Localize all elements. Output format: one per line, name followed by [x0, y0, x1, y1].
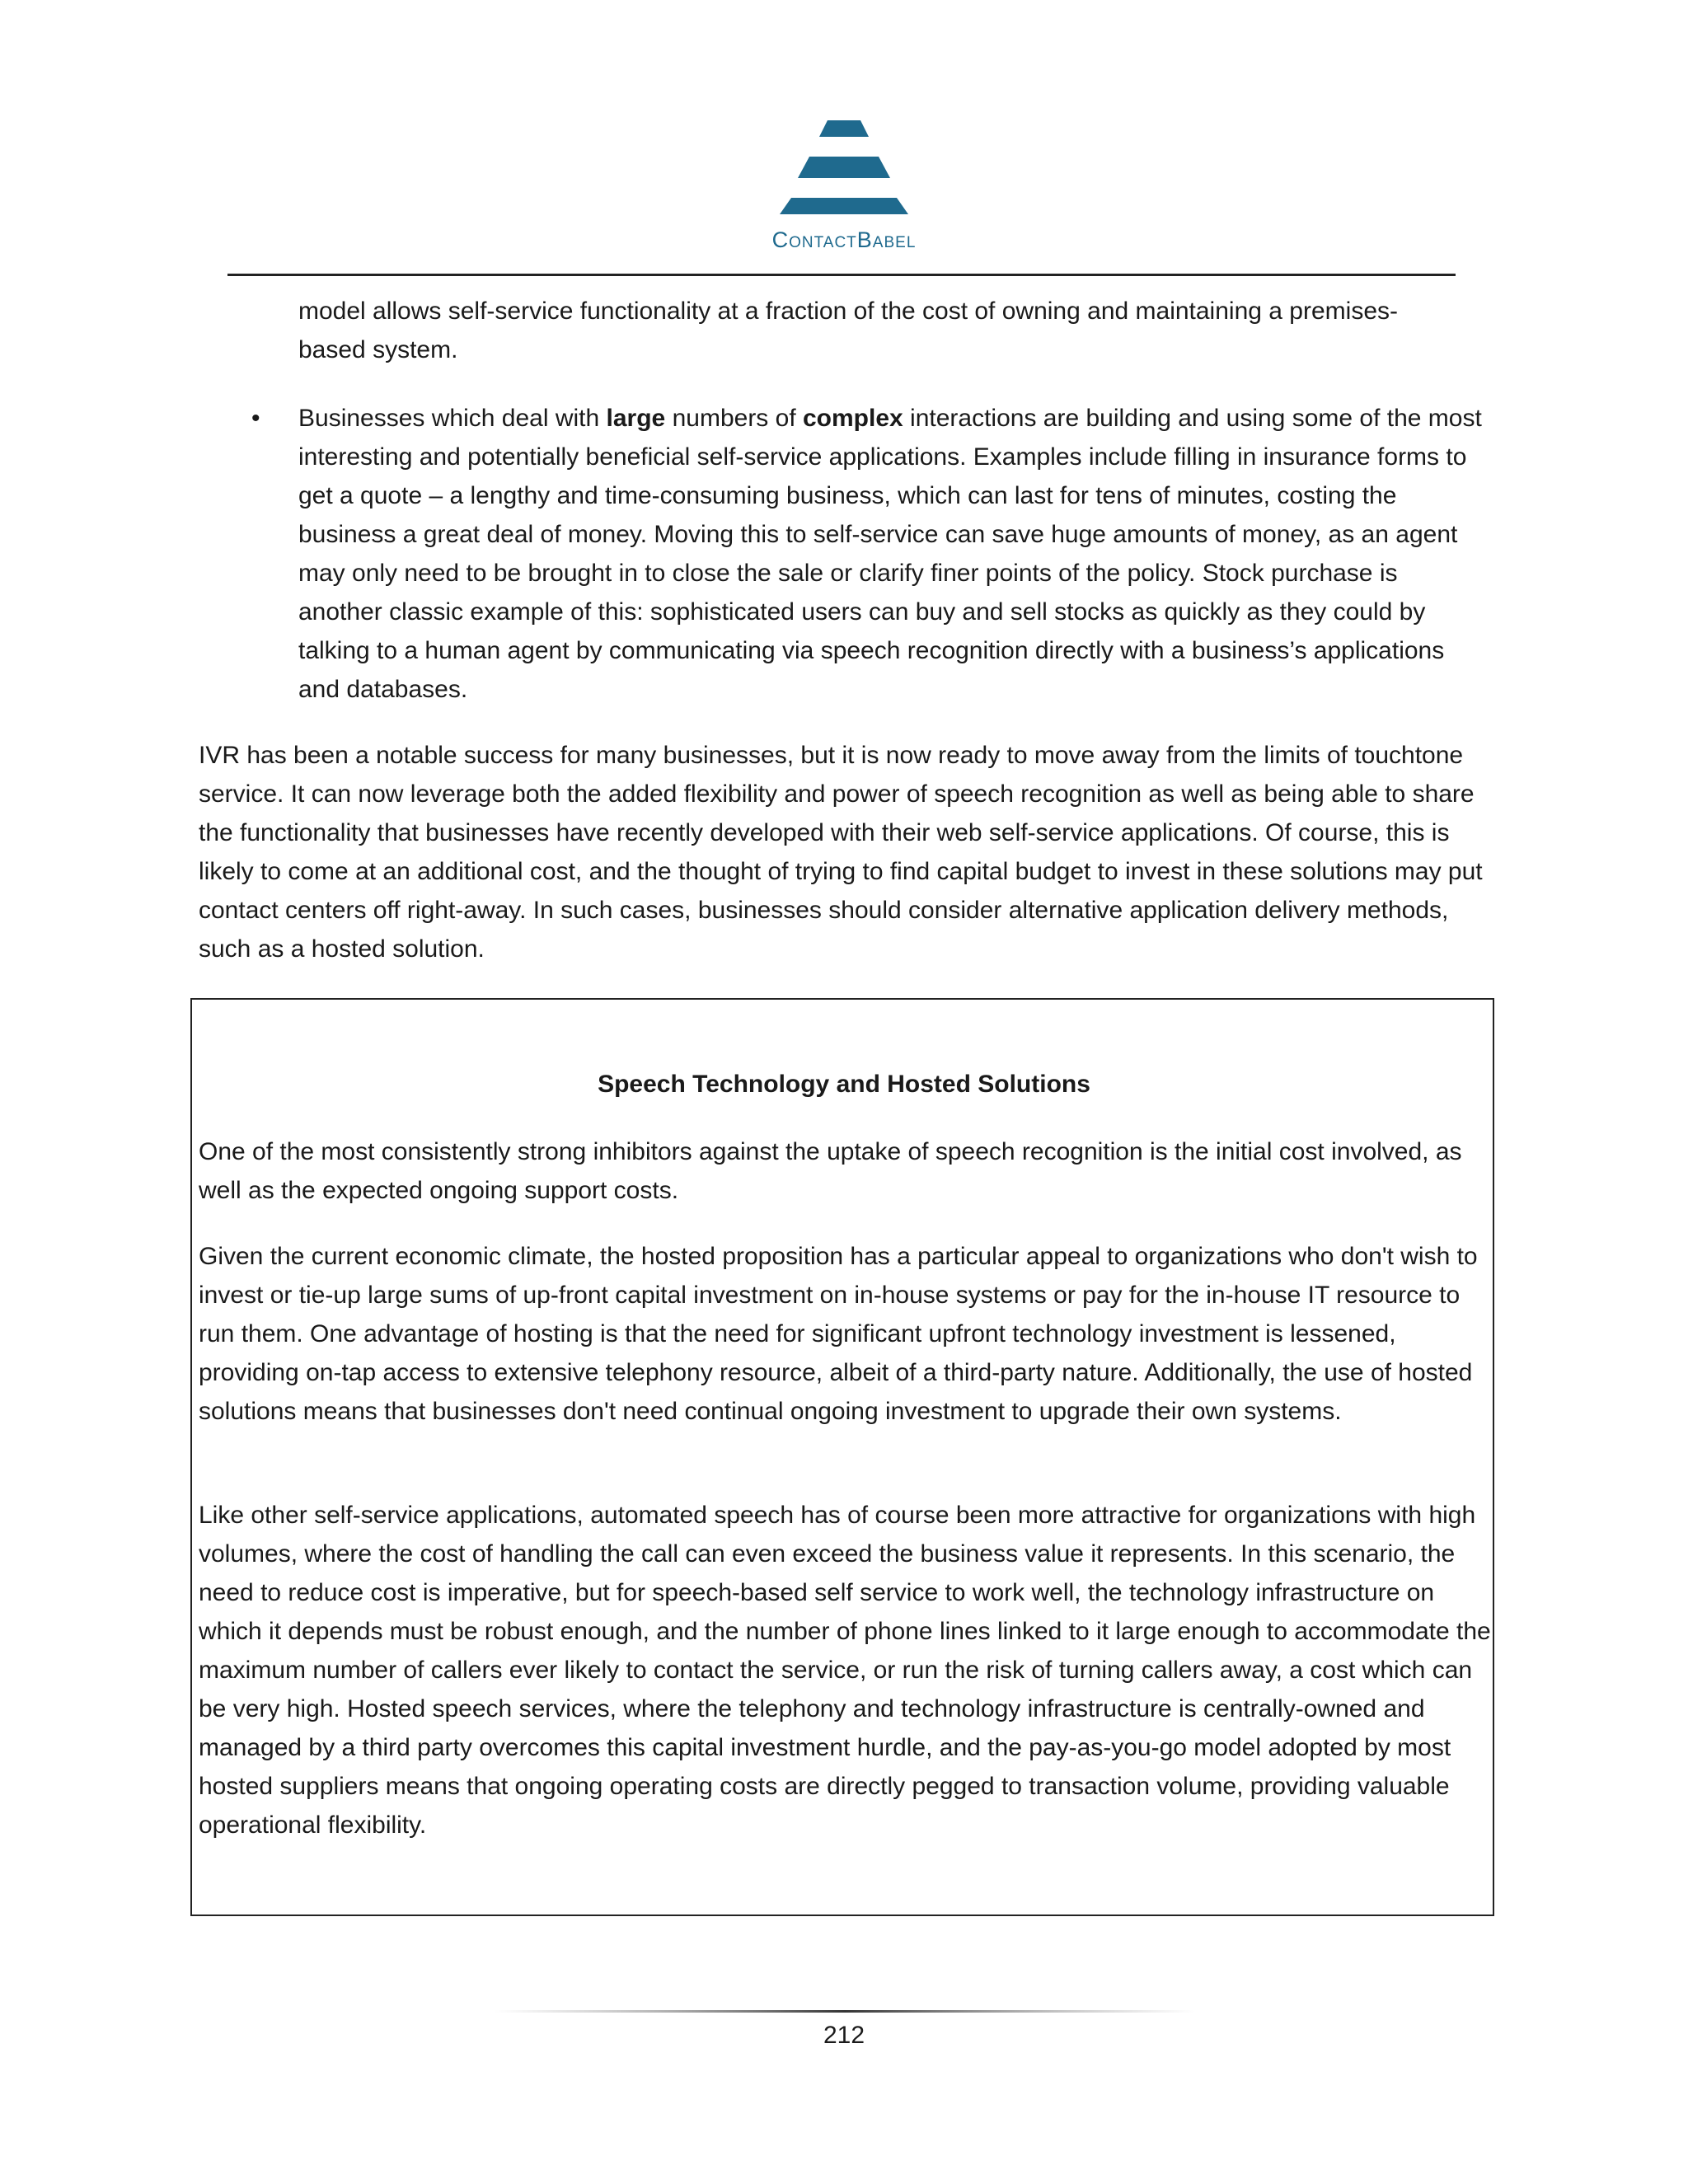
continued-paragraph: model allows self-service functionality at a fraction of the cost of owning and maintaining a premises-based system.: [298, 298, 1398, 363]
logo-text: ContactBabel: [771, 227, 917, 252]
footer-divider: [495, 2009, 1195, 2014]
bullet-text: Businesses which deal with large numbers of complex interactions are building and using some of the most interesting and potentially beneficial self-service applications. Examples include filling in insurance forms to get a quote – a lengthy and time-consuming business, which can last for tens of minutes, costing the business a great deal of money. Moving this to self-service can save huge amounts of money, as an agent may only need to be brought in to close the sale or clarify finer points of the policy. Stock purchase is another classic example of this: sophisticated users can buy and sell stocks as quickly as they could by talking to a human agent by communicating via speech recognition directly with a business’s applications and databases.: [298, 405, 1482, 703]
bullet-icon: •: [251, 405, 260, 432]
logo-tier-middle: [798, 157, 890, 178]
ivr-paragraph: IVR has been a notable success for many businesses, but it is now ready to move away from the limits of touchtone service. It can now leverage both the added flexibility and power of speech recognition as well as being able to share the functionality that businesses have recently developed with their web self-service applications. Of course, this is likely to come at an additional cost, and the thought of trying to find capital budget to invest in these solutions may put contact centers off right-away. In such cases, businesses should consider alternative application delivery methods, such as a hosted solution.: [199, 742, 1483, 963]
header-divider: [227, 274, 1456, 276]
header-logo: [0, 115, 1688, 253]
box-paragraph-2: Given the current economic climate, the hosted proposition has a particular appeal to organizations who don't wish to invest or tie-up large sums of up-front capital investment on in-house systems or pay for the in-house IT resource to run them. One advantage of hosting is that the need for significant upfront technology investment is lessened, providing on-tap access to extensive telephony resource, albeit of a third-party nature. Additionally, the use of hosted solutions means that businesses don't need continual ongoing investment to upgrade their own systems.: [199, 1243, 1478, 1425]
box-title: Speech Technology and Hosted Solutions: [598, 1071, 1090, 1098]
bullet-list-item: [251, 399, 1485, 709]
bold-large: large: [606, 405, 666, 432]
logo-tier-top: [819, 120, 869, 137]
box-paragraph-3: Like other self-service applications, automated speech has of course been more attractive for organizations with high volumes, where the cost of handling the call can even exceed the business value it represents. In this scenario, the need to reduce cost is imperative, but for speech-based self service to work well, the technology infrastructure on which it depends must be robust enough, and the number of phone lines linked to it large enough to accommodate the maximum number of callers ever likely to contact the service, or run the risk of turning callers away, a cost which can be very high. Hosted speech services, where the telephony and technology infrastructure is centrally-owned and managed by a third party overcomes this capital investment hurdle, and the pay-as-you-go model adopted by most hosted suppliers means that ongoing operating costs are directly pegged to transaction volume, providing valuable operational flexibility.: [199, 1502, 1491, 1839]
page-number: 212: [823, 2022, 865, 2049]
logo-tier-bottom: [780, 198, 908, 214]
bold-complex: complex: [803, 405, 903, 432]
triangle-logo-icon: [762, 115, 926, 214]
box-paragraph-1: One of the most consistently strong inhibitors against the uptake of speech recognition is the initial cost involved, as well as the expected ongoing support costs.: [199, 1138, 1462, 1204]
